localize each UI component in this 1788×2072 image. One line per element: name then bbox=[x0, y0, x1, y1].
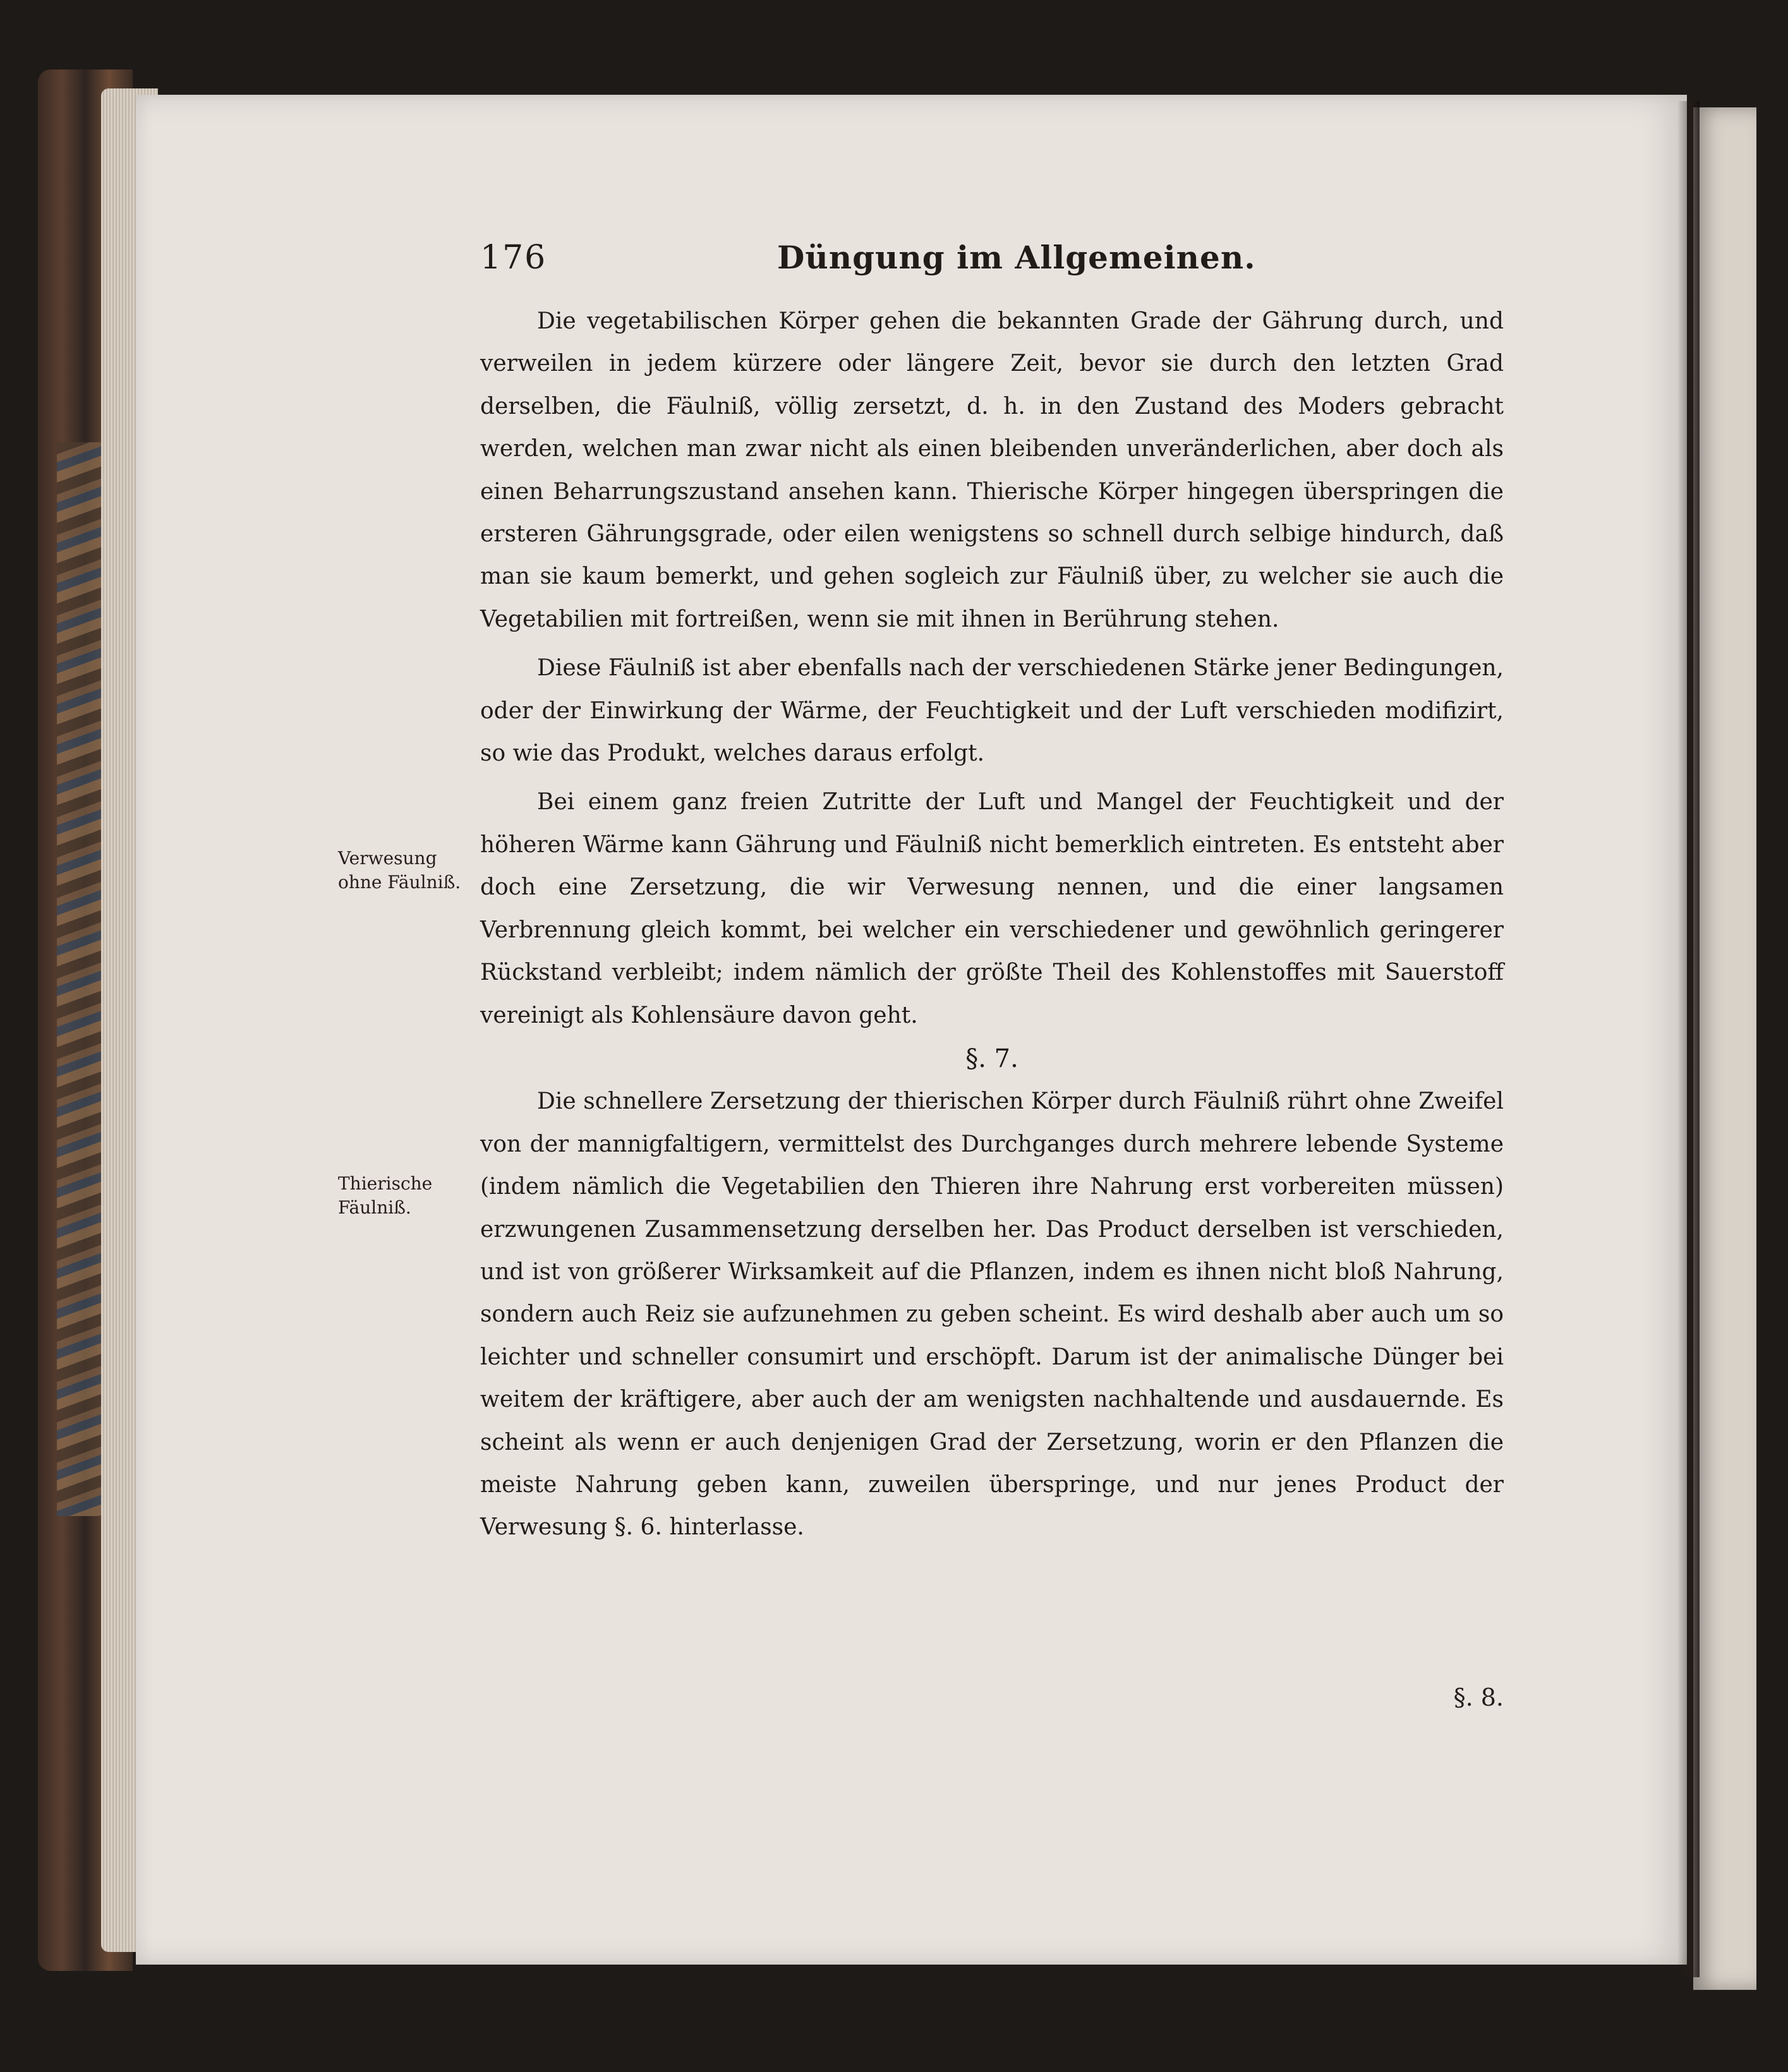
section-heading: §. 7. bbox=[965, 1044, 1018, 1073]
margin-note-verwesung: Verwesung ohne Fäulniß. bbox=[338, 848, 461, 893]
paragraph-1: Die vegetabilischen Körper gehen die bekannten Grade der Gährung durch, und verweilen in jedem kürzere oder längere Zeit, bevor sie durch den letzten Grad derselben, die Fäulniß, völlig zersetzt, d. h. in den Zustand des Moders gebracht werden, welchen man zwar nicht als einen bleibenden unveränderlichen, aber doch als einen Beharrungszustand ansehen kann. Thierische Körper hingegen überspringen die ersteren Gährungsgrade, oder eilen wenigstens so schnell durch selbige hindurch, daß man sie kaum bemerkt, und gehen sogleich zur Fäulniß über, zu welcher sie auch die Vegetabilien mit fortreißen, wenn sie mit ihnen in Berührung stehen. bbox=[480, 308, 1504, 632]
main-text bbox=[480, 300, 1504, 1549]
paragraph-3: Bei einem ganz freien Zutritte der Luft und Mangel der Feuchtigkeit und der höheren Wärme kann Gährung und Fäulniß nicht bemerklich eintreten. Es entsteht aber doch eine Zersetzung, die wir Verwesung nennen, und die einer langsamen Verbrennung gleich kommt, bei welcher ein verschiedener und gewöhnlich geringerer Rückstand verbleibt; indem nämlich der größte Theil des Kohlenstoffes mit Sauerstoff vereinigt als Kohlensäure davon geht. bbox=[480, 789, 1504, 1028]
margin-note-thierische-faeulniss: Thierische Fäulniß. bbox=[338, 1173, 433, 1218]
paragraph-section-7: Die schnellere Zersetzung der thierischen Körper durch Fäulniß rührt ohne Zweifel von der mannigfaltigern, vermittelst des Durchganges durch mehrere lebende Systeme (indem nämlich die Vegetabilien den Thieren ihre Nahrung erst vorbereiten müssen) erzwungenen Zusammensetzung derselben her. Das Product derselben ist verschieden, und ist von größerer Wirksamkeit auf die Pflanzen, indem es ihnen nicht bloß Nahrung, sondern auch Reiz sie aufzunehmen zu geben scheint. Es wird deshalb aber auch um so leichter und schneller consumirt und erschöpft. Darum ist der animalische Dünger bei weitem der kräftigere, aber auch der am wenigsten nachhaltende und ausdauernde. Es scheint als wenn er auch denjenigen Grad der Zersetzung, worin er den Pflanzen die meiste Nahrung geben kann, zuweilen überspringe, und nur jenes Product der Verwesung §. 6. hinterlasse. bbox=[480, 1088, 1504, 1541]
catchword: §. 8. bbox=[1453, 1684, 1504, 1711]
paragraph-2: Diese Fäulniß ist aber ebenfalls nach der verschiedenen Stärke jener Bedingungen, oder der Einwirkung der Wärme, der Feuchtigkeit und der Luft verschieden modifizirt, so wie das Produkt, welches daraus erfolgt. bbox=[480, 655, 1504, 767]
page-number: 176 bbox=[480, 239, 547, 277]
running-head: Düngung im Allgemeinen. bbox=[777, 239, 1256, 276]
facing-page-edge bbox=[1693, 107, 1756, 1990]
marbled-cover-edge bbox=[57, 442, 101, 1516]
page-header bbox=[480, 239, 1504, 289]
page-gutter-shadow bbox=[1677, 101, 1700, 1977]
